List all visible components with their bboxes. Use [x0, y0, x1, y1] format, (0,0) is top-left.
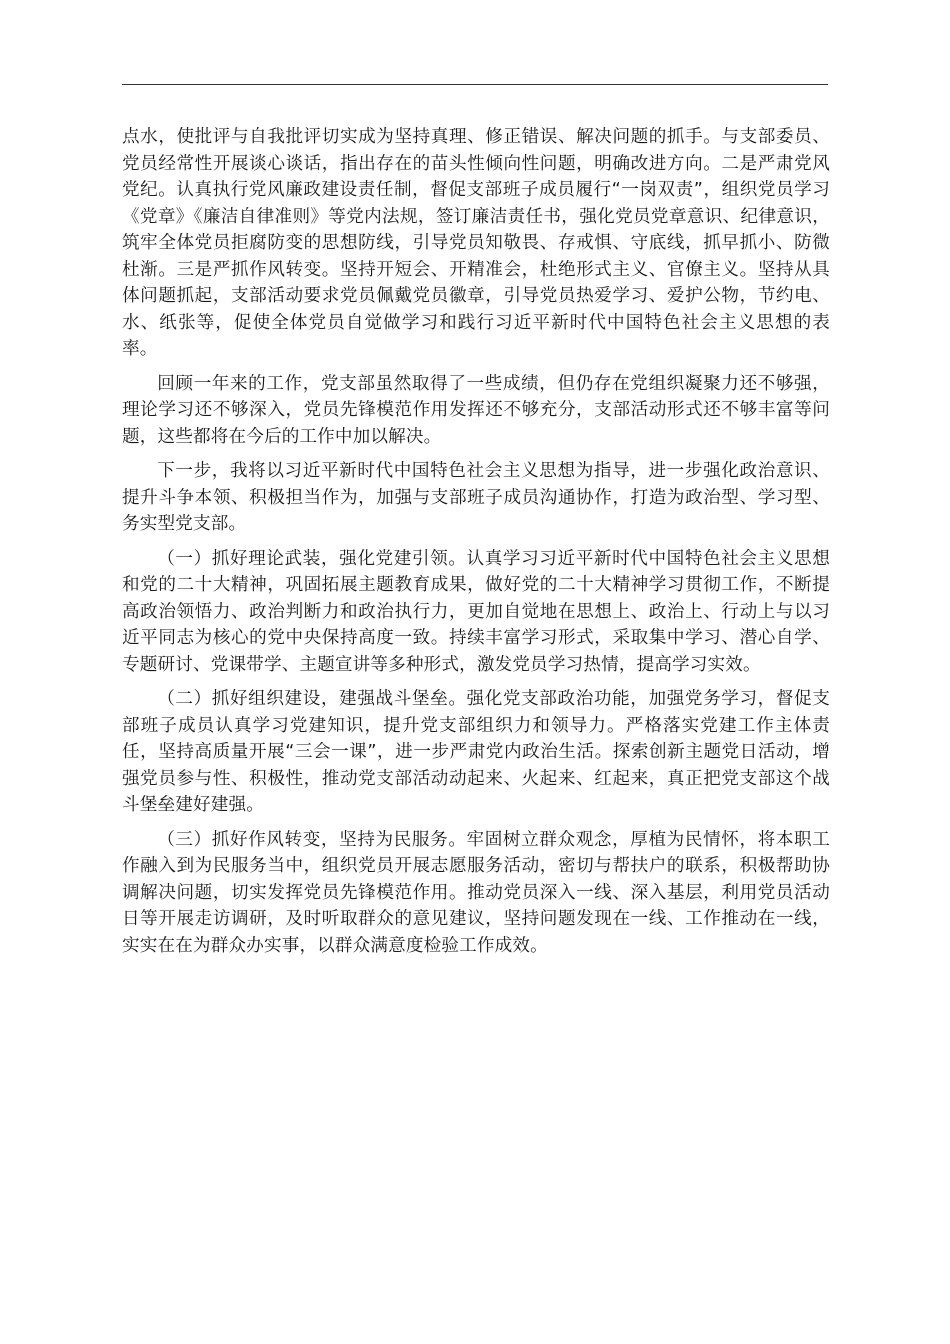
paragraph-theory: （一）抓好理论武装，强化党建引领。认真学习习近平新时代中国特色社会主义思想和党的二十大精神，巩固拓展主题教育成果，做好党的二十大精神学习贯彻工作，不断提高政治领悟力、政治判断力和政治执行力，更加自觉地在思想上、政治上、行动上与以习近平同志为核心的党中央保持高度一致。持续丰富学习形式，采取集中学习、潜心自学、专题研讨、党课带学、主题宣讲等多种形式，激发党员学习热情，提高学习实效。	[122, 548, 830, 675]
header-rule	[122, 84, 828, 85]
paragraph-continued: 点水，使批评与自我批评切实成为坚持真理、修正错误、解决问题的抓手。与支部委员、党员经常性开展谈心谈话，指出存在的苗头性倾向性问题，明确改进方向。二是严肃党风党纪。认真执行党风廉政建设责任制，督促支部班子成员履行“一岗双责”，组织党员学习《党章》《廉洁自律准则》等党内法规，签订廉洁责任书，强化党员党章意识、纪律意识，筑牢全体党员拒腐防变的思想防线，引导党员知敬畏、存戒惧、守底线，抓早抓小、防微杜渐。三是严抓作风转变。坚持开短会、开精准会，杜绝形式主义、官僚主义。坚持从具体问题抓起，支部活动要求党员佩戴党员徽章，引导党员热爱学习、爱护公物，节约电、水、纸张等，促使全体党员自觉做学习和践行习近平新时代中国特色社会主义思想的表率。	[122, 127, 830, 359]
paragraph-next-step: 下一步，我将以习近平新时代中国特色社会主义思想为指导，进一步强化政治意识、提升斗争本领、积极担当作为，加强与支部班子成员沟通协作，打造为政治型、学习型、务实型党支部。	[122, 461, 830, 534]
paragraph-style: （三）抓好作风转变，坚持为民服务。牢固树立群众观念，厚植为民情怀，将本职工作融入到为民服务当中，组织党员开展志愿服务活动，密切与帮扶户的联系，积极帮助协调解决问题，切实发挥党员先锋模范作用。推动党员深入一线、深入基层，利用党员活动日等开展走访调研，及时听取群众的意见建议，坚持问题发现在一线、工作推动在一线，实实在在为群众办实事，以群众满意度检验工作成效。	[122, 829, 830, 956]
document-body	[122, 124, 830, 967]
paragraph-organization: （二）抓好组织建设，建强战斗堡垒。强化党支部政治功能，加强党务学习，督促支部班子成员认真学习党建知识，提升党支部组织力和领导力。严格落实党建工作主体责任，坚持高质量开展“三会一课”，进一步严肃党内政治生活。探索创新主题党日活动，增强党员参与性、积极性，推动党支部活动动起来、火起来、红起来，真正把党支部这个战斗堡垒建好建强。	[122, 689, 830, 815]
paragraph-review: 回顾一年来的工作，党支部虽然取得了一些成绩，但仍存在党组织凝聚力还不够强，理论学习还不够深入，党员先锋模范作用发挥还不够充分，支部活动形式还不够丰富等问题，这些都将在今后的工作中加以解决。	[122, 373, 830, 447]
